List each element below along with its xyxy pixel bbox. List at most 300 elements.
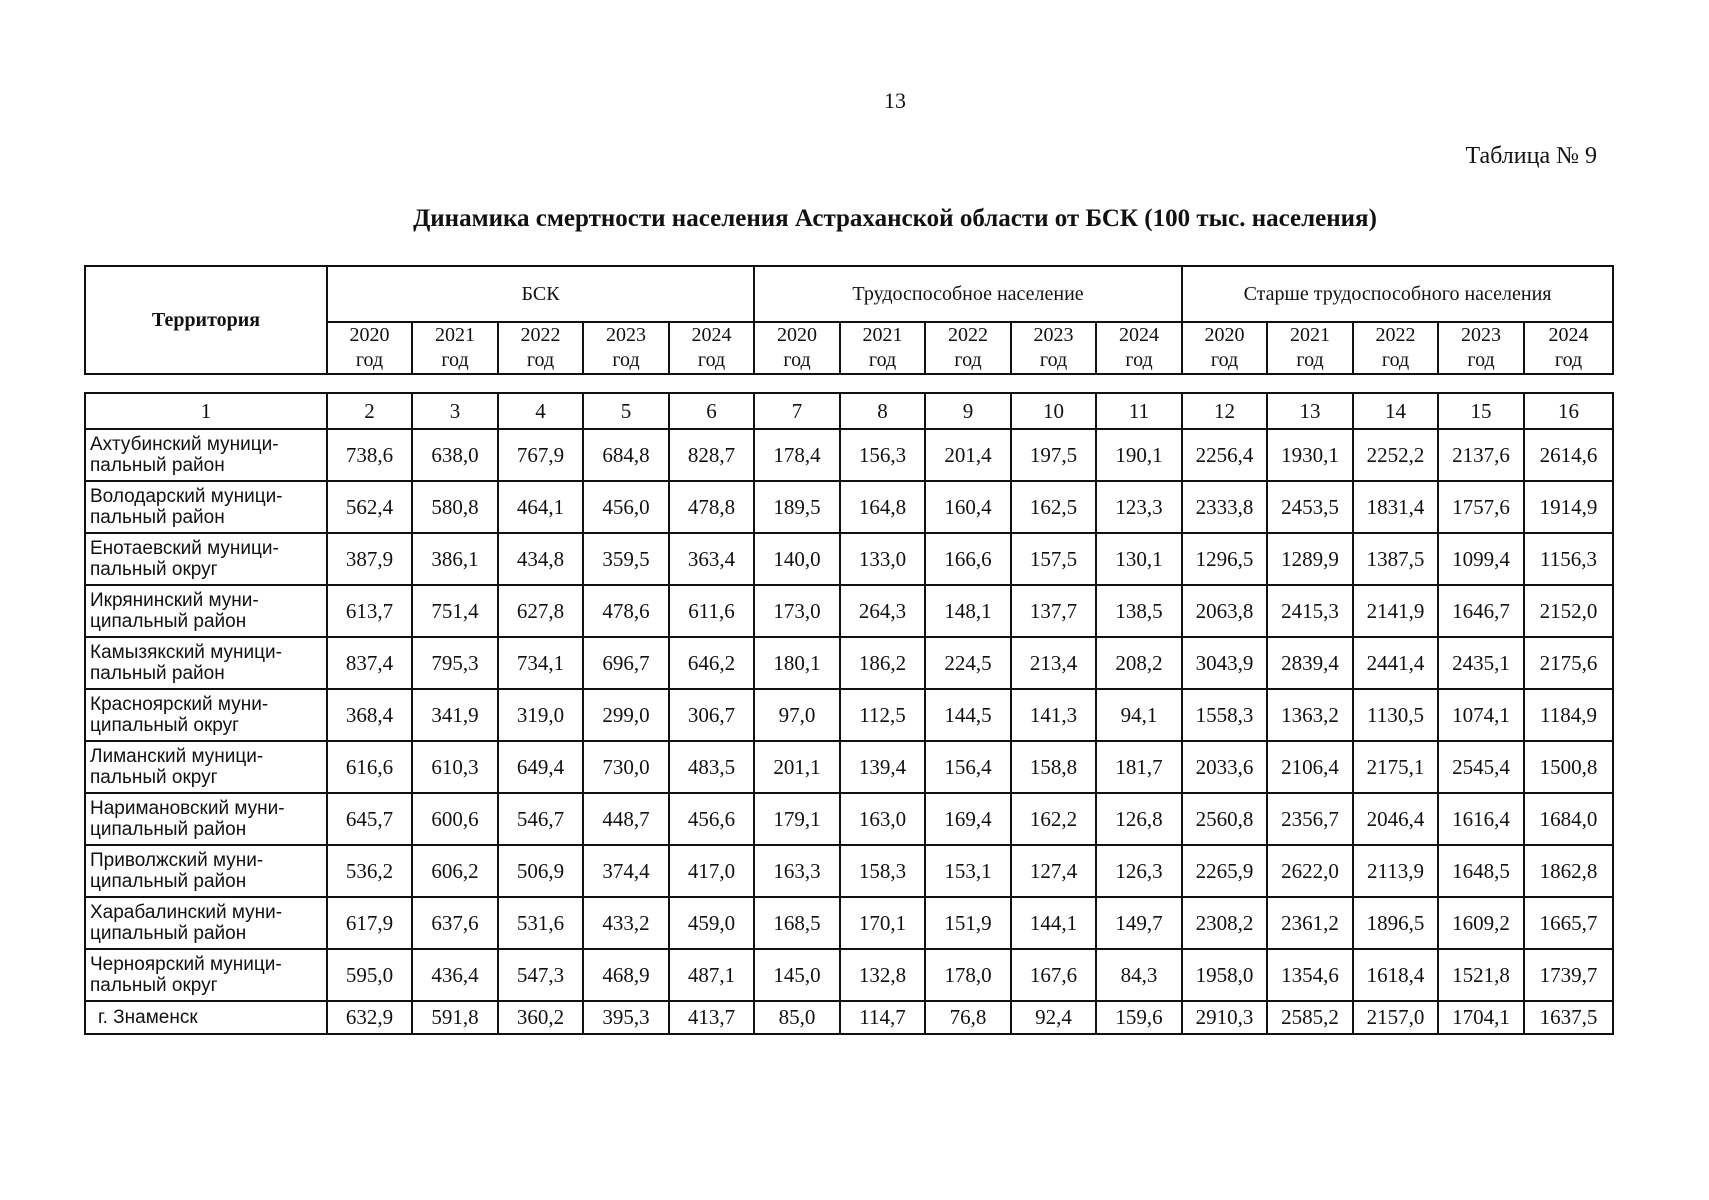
year-suffix: год: [697, 349, 726, 371]
table-label: Таблица № 9: [1465, 143, 1597, 169]
table-cell: 168,5: [754, 897, 840, 949]
table-cell: 159,6: [1096, 1001, 1182, 1034]
table-cell: 2033,6: [1182, 741, 1267, 793]
table-row: [85, 845, 1613, 897]
table-cell: 632,9: [327, 1001, 412, 1034]
table-cell: 170,1: [840, 897, 925, 949]
territory-name-line: Красноярский муни-: [90, 694, 269, 715]
year-header: [1011, 322, 1096, 374]
territory-name-line: пальный округ: [90, 559, 218, 580]
table-cell: 1958,0: [1182, 949, 1267, 1001]
table-cell: 126,8: [1096, 793, 1182, 845]
year-header: [1182, 322, 1267, 374]
year-value: 2022: [1375, 324, 1416, 346]
year-value: 2020: [777, 324, 818, 346]
table-cell: 164,8: [840, 481, 925, 533]
table-cell: 97,0: [754, 689, 840, 741]
table-cell: 160,4: [925, 481, 1011, 533]
table-cell: 363,4: [669, 533, 754, 585]
territory-name: [85, 637, 327, 689]
year-suffix: год: [355, 349, 384, 371]
table-cell: 1296,5: [1182, 533, 1267, 585]
table-cell: 387,9: [327, 533, 412, 585]
column-number-row: [85, 393, 1613, 429]
table-cell: 201,1: [754, 741, 840, 793]
table-cell: 1521,8: [1438, 949, 1524, 1001]
territory-name-line: пальный округ: [90, 975, 218, 996]
table-cell: 2441,4: [1353, 637, 1438, 689]
table-cell: 2175,6: [1524, 637, 1613, 689]
territory-name: [85, 533, 327, 585]
territory-header: Территория: [85, 266, 327, 374]
table-cell: 167,6: [1011, 949, 1096, 1001]
column-number: 15: [1438, 393, 1524, 429]
year-suffix: год: [1467, 349, 1495, 371]
table-cell: 179,1: [754, 793, 840, 845]
table-cell: 395,3: [583, 1001, 669, 1034]
year-value: 2024: [691, 324, 732, 346]
table-cell: 456,6: [669, 793, 754, 845]
table-cell: 1704,1: [1438, 1001, 1524, 1034]
year-suffix: год: [1554, 349, 1583, 371]
table-cell: 1609,2: [1438, 897, 1524, 949]
table-cell: 186,2: [840, 637, 925, 689]
territory-name: [85, 585, 327, 637]
year-header: [754, 322, 840, 374]
table-header: [84, 265, 1614, 375]
table-cell: 617,9: [327, 897, 412, 949]
table-cell: 85,0: [754, 1001, 840, 1034]
column-number: 3: [412, 393, 498, 429]
table-cell: 213,4: [1011, 637, 1096, 689]
territory-name-line: Харабалинский муни-: [90, 902, 283, 923]
territory-name-line: пальный район: [90, 507, 225, 528]
table-cell: 1914,9: [1524, 481, 1613, 533]
column-number: 12: [1182, 393, 1267, 429]
table-cell: 190,1: [1096, 429, 1182, 481]
table-cell: 734,1: [498, 637, 583, 689]
table-cell: 1831,4: [1353, 481, 1438, 533]
data-table-body: [85, 393, 1613, 1034]
table-cell: 1289,9: [1267, 533, 1353, 585]
table-cell: 1184,9: [1524, 689, 1613, 741]
territory-name-line: ципальный район: [90, 871, 247, 892]
table-cell: 162,2: [1011, 793, 1096, 845]
table-cell: 1637,5: [1524, 1001, 1613, 1034]
table-cell: 156,3: [840, 429, 925, 481]
territory-name-line: Черноярский муници-: [90, 954, 282, 975]
year-suffix: год: [1210, 349, 1239, 371]
year-value: 2021: [1290, 324, 1331, 346]
table-cell: 751,4: [412, 585, 498, 637]
table-cell: 1930,1: [1267, 429, 1353, 481]
table-cell: 1896,5: [1353, 897, 1438, 949]
table-cell: 649,4: [498, 741, 583, 793]
table-cell: 627,8: [498, 585, 583, 637]
territory-name-line: Приволжский муни-: [90, 850, 264, 871]
table-cell: 144,5: [925, 689, 1011, 741]
territory-name-line: пальный район: [90, 455, 225, 476]
territory-name-line: ципальный округ: [90, 715, 240, 736]
column-number: 9: [925, 393, 1011, 429]
table-cell: 201,4: [925, 429, 1011, 481]
table-cell: 1130,5: [1353, 689, 1438, 741]
table-cell: 148,1: [925, 585, 1011, 637]
year-header: [498, 322, 583, 374]
territory-name-line: Икрянинский муни-: [90, 590, 259, 611]
year-suffix: год: [868, 349, 897, 371]
table-cell: 1684,0: [1524, 793, 1613, 845]
table-cell: 613,7: [327, 585, 412, 637]
territory-name-line: пальный район: [90, 663, 225, 684]
table-cell: 2113,9: [1353, 845, 1438, 897]
table-cell: 208,2: [1096, 637, 1182, 689]
table-cell: 2585,2: [1267, 1001, 1353, 1034]
table-cell: 144,1: [1011, 897, 1096, 949]
table-row: [85, 949, 1613, 1001]
year-header: [1096, 322, 1182, 374]
table-cell: 2265,9: [1182, 845, 1267, 897]
column-number: 8: [840, 393, 925, 429]
column-number: 4: [498, 393, 583, 429]
table-cell: 153,1: [925, 845, 1011, 897]
year-value: 2020: [1204, 324, 1245, 346]
table-cell: 2137,6: [1438, 429, 1524, 481]
territory-name: [85, 689, 327, 741]
territory-name: [85, 845, 327, 897]
table-cell: 141,3: [1011, 689, 1096, 741]
table-cell: 2152,0: [1524, 585, 1613, 637]
table-cell: 145,0: [754, 949, 840, 1001]
table-row: [85, 793, 1613, 845]
column-number: 5: [583, 393, 669, 429]
table-cell: 546,7: [498, 793, 583, 845]
table-cell: 483,5: [669, 741, 754, 793]
table-cell: 610,3: [412, 741, 498, 793]
table-cell: 140,0: [754, 533, 840, 585]
column-number: 13: [1267, 393, 1353, 429]
table-cell: 606,2: [412, 845, 498, 897]
table-cell: 2839,4: [1267, 637, 1353, 689]
table-cell: 2256,4: [1182, 429, 1267, 481]
table-cell: 2415,3: [1267, 585, 1353, 637]
column-number: 6: [669, 393, 754, 429]
table-cell: 163,0: [840, 793, 925, 845]
year-value: 2022: [520, 324, 561, 346]
table-cell: 2910,3: [1182, 1001, 1267, 1034]
table-cell: 319,0: [498, 689, 583, 741]
table-cell: 1739,7: [1524, 949, 1613, 1001]
table-cell: 536,2: [327, 845, 412, 897]
table-cell: 2560,8: [1182, 793, 1267, 845]
table-cell: 149,7: [1096, 897, 1182, 949]
table-cell: 127,4: [1011, 845, 1096, 897]
table-cell: 94,1: [1096, 689, 1182, 741]
table-row: [85, 585, 1613, 637]
territory-name-line: ципальный район: [90, 611, 247, 632]
year-suffix: год: [783, 349, 811, 371]
table-cell: 616,6: [327, 741, 412, 793]
year-value: 2022: [948, 324, 989, 346]
territory-name-line: Камызякский муници-: [90, 642, 282, 663]
territory-name-line: Наримановский муни-: [90, 798, 285, 819]
table-cell: 795,3: [412, 637, 498, 689]
table-cell: 828,7: [669, 429, 754, 481]
table-cell: 1099,4: [1438, 533, 1524, 585]
table-cell: 158,8: [1011, 741, 1096, 793]
page-number: 13: [884, 88, 906, 113]
table-cell: 386,1: [412, 533, 498, 585]
table-cell: 684,8: [583, 429, 669, 481]
table-cell: 178,0: [925, 949, 1011, 1001]
table-cell: 181,7: [1096, 741, 1182, 793]
table-cell: 224,5: [925, 637, 1011, 689]
year-suffix: год: [441, 349, 469, 371]
table-cell: 580,8: [412, 481, 498, 533]
territory-name: г. Знаменск: [85, 1001, 327, 1034]
table-cell: 738,6: [327, 429, 412, 481]
table-cell: 2333,8: [1182, 481, 1267, 533]
table-cell: 3043,9: [1182, 637, 1267, 689]
column-number: 7: [754, 393, 840, 429]
table-cell: 413,7: [669, 1001, 754, 1034]
year-value: 2023: [1033, 324, 1074, 346]
table-cell: 180,1: [754, 637, 840, 689]
year-header: [669, 322, 754, 374]
territory-name: [85, 481, 327, 533]
table-cell: 1665,7: [1524, 897, 1613, 949]
table-cell: 163,3: [754, 845, 840, 897]
year-header: [327, 322, 412, 374]
column-number: 2: [327, 393, 412, 429]
year-header: [583, 322, 669, 374]
year-header: [1524, 322, 1613, 374]
table-cell: 600,6: [412, 793, 498, 845]
group-header: Трудоспособное население: [754, 266, 1182, 322]
table-cell: 114,7: [840, 1001, 925, 1034]
table-cell: 166,6: [925, 533, 1011, 585]
year-suffix: год: [1296, 349, 1324, 371]
year-value: 2021: [435, 324, 475, 346]
table-cell: 157,5: [1011, 533, 1096, 585]
year-header: [1438, 322, 1524, 374]
table-cell: 341,9: [412, 689, 498, 741]
table-cell: 464,1: [498, 481, 583, 533]
table-cell: 2435,1: [1438, 637, 1524, 689]
year-suffix: год: [1039, 349, 1068, 371]
table-cell: 173,0: [754, 585, 840, 637]
table-cell: 126,3: [1096, 845, 1182, 897]
table-cell: 1862,8: [1524, 845, 1613, 897]
table-cell: 547,3: [498, 949, 583, 1001]
table-cell: 151,9: [925, 897, 1011, 949]
table-cell: 2453,5: [1267, 481, 1353, 533]
table-cell: 1616,4: [1438, 793, 1524, 845]
column-number: 10: [1011, 393, 1096, 429]
table-cell: 84,3: [1096, 949, 1182, 1001]
table-cell: 178,4: [754, 429, 840, 481]
table-cell: 374,4: [583, 845, 669, 897]
table-cell: 468,9: [583, 949, 669, 1001]
table-cell: 112,5: [840, 689, 925, 741]
table-cell: 299,0: [583, 689, 669, 741]
table-cell: 595,0: [327, 949, 412, 1001]
table-cell: 264,3: [840, 585, 925, 637]
table-cell: 1618,4: [1353, 949, 1438, 1001]
table-cell: 531,6: [498, 897, 583, 949]
table-cell: 645,7: [327, 793, 412, 845]
column-number: 14: [1353, 393, 1438, 429]
table-cell: 2046,4: [1353, 793, 1438, 845]
table-cell: 1757,6: [1438, 481, 1524, 533]
table-row: [85, 897, 1613, 949]
year-value: 2024: [1548, 324, 1589, 346]
table-cell: 1500,8: [1524, 741, 1613, 793]
table-cell: 448,7: [583, 793, 669, 845]
table-cell: 1648,5: [1438, 845, 1524, 897]
table-cell: 368,4: [327, 689, 412, 741]
group-header: БСК: [327, 266, 754, 322]
territory-name-line: пальный округ: [90, 767, 218, 788]
table-cell: 417,0: [669, 845, 754, 897]
territory-name: [85, 897, 327, 949]
table-cell: 459,0: [669, 897, 754, 949]
table-cell: 130,1: [1096, 533, 1182, 585]
table-row: [85, 741, 1613, 793]
table-cell: 123,3: [1096, 481, 1182, 533]
table-cell: 76,8: [925, 1001, 1011, 1034]
table-cell: 2614,6: [1524, 429, 1613, 481]
table-cell: 562,4: [327, 481, 412, 533]
table-cell: 767,9: [498, 429, 583, 481]
table-row: [85, 481, 1613, 533]
territory-name: [85, 949, 327, 1001]
territory-name: [85, 741, 327, 793]
table-cell: 2361,2: [1267, 897, 1353, 949]
table-cell: 646,2: [669, 637, 754, 689]
year-value: 2023: [1461, 324, 1502, 346]
table-cell: 638,0: [412, 429, 498, 481]
data-table: [84, 392, 1614, 1035]
table-cell: 2308,2: [1182, 897, 1267, 949]
table-cell: 360,2: [498, 1001, 583, 1034]
column-number: 1: [85, 393, 327, 429]
table-cell: 611,6: [669, 585, 754, 637]
territory-name-line: Лиманский муници-: [90, 746, 264, 767]
table-cell: 730,0: [583, 741, 669, 793]
territory-name-line: ципальный район: [90, 923, 247, 944]
table-cell: 2063,8: [1182, 585, 1267, 637]
table-cell: 1558,3: [1182, 689, 1267, 741]
table-cell: 2252,2: [1353, 429, 1438, 481]
table-cell: 837,4: [327, 637, 412, 689]
table-cell: 506,9: [498, 845, 583, 897]
table-cell: 137,7: [1011, 585, 1096, 637]
header-row-groups: [85, 266, 1613, 322]
year-suffix: год: [954, 349, 982, 371]
table-cell: 2175,1: [1353, 741, 1438, 793]
table-cell: 139,4: [840, 741, 925, 793]
territory-name-line: Ахтубинский муници-: [90, 434, 279, 455]
table-row: [85, 533, 1613, 585]
group-header: Старше трудоспособного населения: [1182, 266, 1613, 322]
header-body: [85, 266, 1613, 374]
table-cell: 478,8: [669, 481, 754, 533]
year-suffix: год: [526, 349, 555, 371]
table-cell: 169,4: [925, 793, 1011, 845]
table-cell: 189,5: [754, 481, 840, 533]
year-value: 2023: [606, 324, 646, 346]
year-suffix: год: [612, 349, 640, 371]
table-cell: 1646,7: [1438, 585, 1524, 637]
table-cell: 158,3: [840, 845, 925, 897]
year-value: 2021: [862, 324, 903, 346]
table-cell: 92,4: [1011, 1001, 1096, 1034]
document-title: Динамика смертности населения Астраханской области от БСК (100 тыс. населения): [413, 205, 1377, 232]
table-cell: 2141,9: [1353, 585, 1438, 637]
table-cell: 2157,0: [1353, 1001, 1438, 1034]
table-cell: 156,4: [925, 741, 1011, 793]
column-number: 11: [1096, 393, 1182, 429]
table-cell: 1363,2: [1267, 689, 1353, 741]
table-row: [85, 689, 1613, 741]
year-header: [925, 322, 1011, 374]
table-cell: 637,6: [412, 897, 498, 949]
table-cell: 138,5: [1096, 585, 1182, 637]
table-row: [85, 1001, 1613, 1034]
table-cell: 132,8: [840, 949, 925, 1001]
table-cell: 433,2: [583, 897, 669, 949]
table-cell: 478,6: [583, 585, 669, 637]
territory-name-line: Енотаевский муници-: [90, 538, 279, 559]
table-cell: 456,0: [583, 481, 669, 533]
table-row: [85, 637, 1613, 689]
year-header: [1267, 322, 1353, 374]
table-cell: 2106,4: [1267, 741, 1353, 793]
year-value: 2020: [349, 324, 390, 346]
territory-name: [85, 429, 327, 481]
table-cell: 1387,5: [1353, 533, 1438, 585]
year-suffix: год: [1381, 349, 1410, 371]
table-cell: 696,7: [583, 637, 669, 689]
year-value: 2024: [1119, 324, 1160, 346]
table-cell: 359,5: [583, 533, 669, 585]
table-cell: 197,5: [1011, 429, 1096, 481]
table-cell: 1156,3: [1524, 533, 1613, 585]
table-cell: 591,8: [412, 1001, 498, 1034]
year-suffix: год: [1125, 349, 1153, 371]
table-cell: 436,4: [412, 949, 498, 1001]
table-cell: 306,7: [669, 689, 754, 741]
table-cell: 1354,6: [1267, 949, 1353, 1001]
table-cell: 1074,1: [1438, 689, 1524, 741]
territory-name-line: ципальный район: [90, 819, 247, 840]
territory-name-line: Володарский муници-: [90, 486, 283, 507]
table-cell: 162,5: [1011, 481, 1096, 533]
territory-name: [85, 793, 327, 845]
table-cell: 133,0: [840, 533, 925, 585]
year-header: [1353, 322, 1438, 374]
table-cell: 2622,0: [1267, 845, 1353, 897]
table-cell: 487,1: [669, 949, 754, 1001]
table-row: [85, 429, 1613, 481]
table-cell: 2545,4: [1438, 741, 1524, 793]
year-header: [412, 322, 498, 374]
table-cell: 2356,7: [1267, 793, 1353, 845]
table-cell: 434,8: [498, 533, 583, 585]
year-header: [840, 322, 925, 374]
column-number: 16: [1524, 393, 1613, 429]
